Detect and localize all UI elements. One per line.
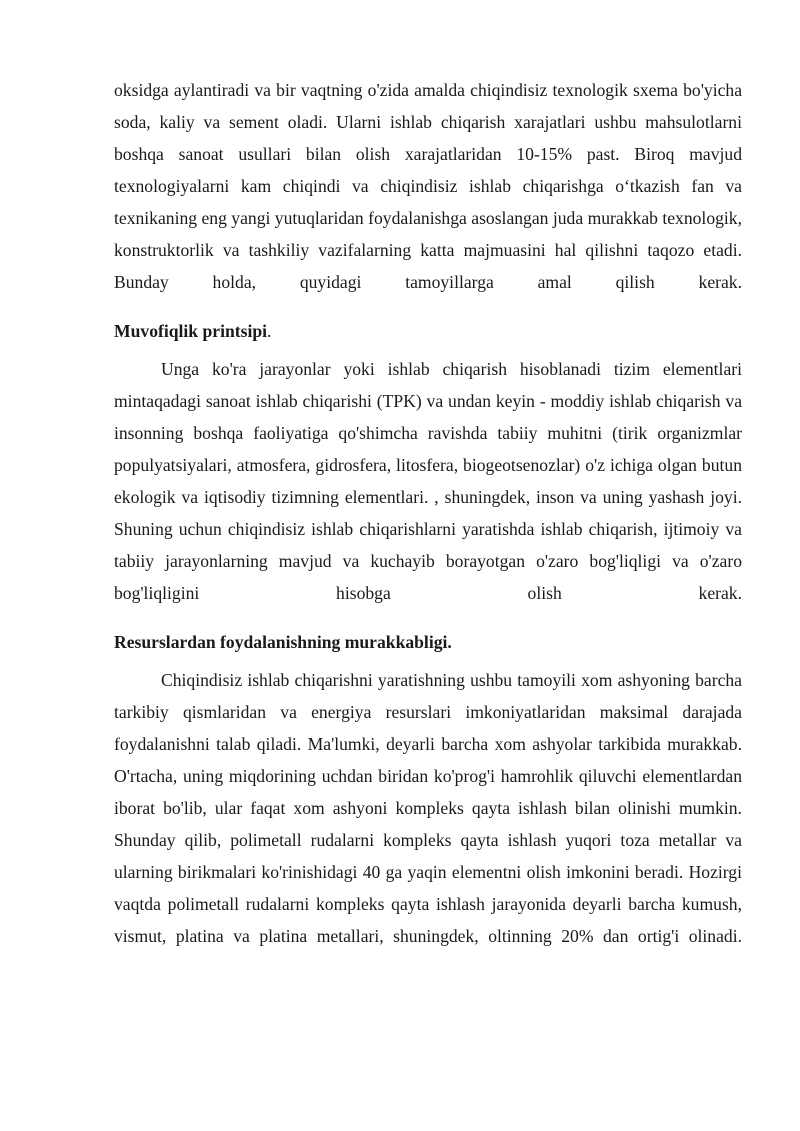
heading-punctuation: . <box>267 321 272 341</box>
section-heading-resurslar: Resurslardan foydalanishning murakkabligi. <box>114 632 452 652</box>
section-heading-muvofiqlik <box>114 315 742 347</box>
section-paragraph-muvofiqlik: Unga ko'ra jarayonlar yoki ishlab chiqarish hisoblanadi tizim elementlari mintaqadagi sanoat ishlab chiqarishi (TPK) va undan keyin - moddiy ishlab chiqarish va insonning boshqa faoliyatiga qo'shimcha ravishda tabiiy muhitni (tirik organizmlar populyatsiyalari, atmosfera, gidrosfera, litosfera, biogeotsenozlar) o'z ichiga olgan butun ekologik va iqtisodiy tizimning elementlari. , shuningdek, inson va uning yashash joyi. Shuning uchun chiqindisiz ishlab chiqarishlarni yaratishda ishlab chiqarish, ijtimoiy va tabiiy jarayonlarning mavjud va kuchayib borayotgan o'zaro bog'liqligi va o'zaro bog'liqligini hisobga olish kerak. <box>114 359 742 603</box>
heading-text: Muvofiqlik printsipi <box>114 321 268 341</box>
intro-paragraph: oksidga aylantiradi va bir vaqtning o'zida amalda chiqindisiz texnologik sxema bo'yicha soda, kaliy va sement oladi. Ularni ishlab chiqarish xarajatlari ushbu mahsulotlarni boshqa sanoat usullari bilan olish xarajatlaridan 10-15% past. Biroq mavjud texnologiyalarni kam chiqindi va chiqindisiz ishlab chiqarishga o‘tkazish fan va texnikaning eng yangi yutuqlaridan foydalanishga asoslangan juda murakkab texnologik, konstruktorlik va tashkiliy vazifalarning katta majmuasini hal qilishni taqozo etadi. Bunday holda, quyidagi tamoyillarga amal qilish kerak. <box>114 80 742 292</box>
spacer <box>114 609 742 626</box>
section-paragraph-resurslar: Chiqindisiz ishlab chiqarishni yaratishning ushbu tamoyili xom ashyoning barcha tarkibiy qismlaridan va energiya resurslari imkoniyatlaridan maksimal darajada foydalanishni talab qiladi. Ma'lumki, deyarli barcha xom ashyolar tarkibida murakkab. O'rtacha, uning miqdorining uchdan biridan ko'prog'i hamrohlik qiluvchi elementlardan iborat bo'lib, ular faqat xom ashyoni kompleks qayta ishlash bilan olinishi mumkin. Shunday qilib, polimetall rudalarni kompleks qayta ishlash yuqori toza metallar va ularning birikmalari ko'rinishidagi 40 ga yaqin elementni olish imkonini beradi. Hozirgi vaqtda polimetall rudalarni kompleks qayta ishlash jarayonida deyarli barcha kumush, vismut, platina va platina metallari, shuningdek, oltinning 20% dan ortig'i olinadi. <box>114 670 742 946</box>
spacer <box>114 298 742 315</box>
document-body <box>114 74 742 952</box>
